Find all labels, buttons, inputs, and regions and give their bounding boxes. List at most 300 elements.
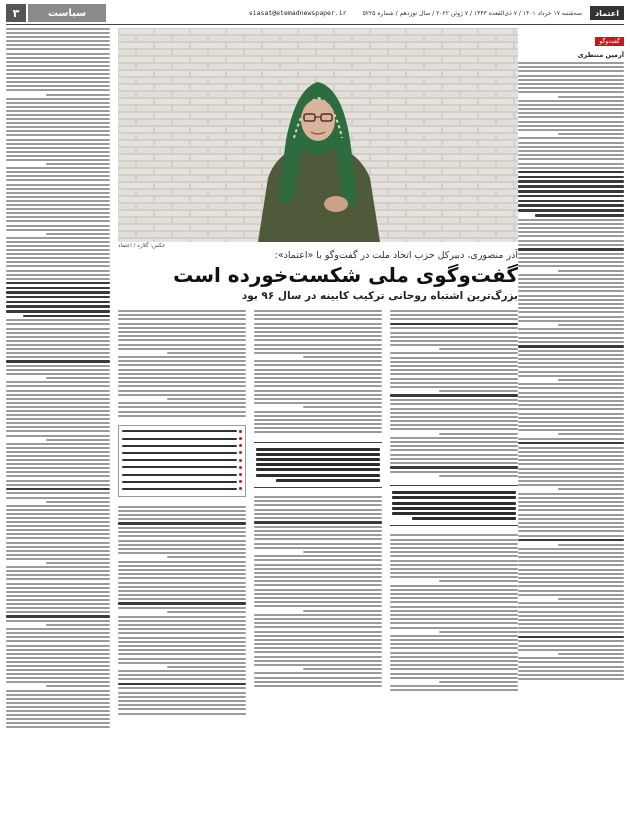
text-line xyxy=(118,335,246,337)
text-line xyxy=(254,402,382,404)
text-line xyxy=(6,550,110,552)
text-line xyxy=(254,318,382,320)
text-line xyxy=(254,509,382,511)
text-line xyxy=(518,91,624,93)
text-line xyxy=(6,225,110,227)
text-line xyxy=(254,572,382,574)
text-line xyxy=(118,645,246,647)
bullet-icon xyxy=(239,487,242,490)
left-body-text xyxy=(6,28,110,728)
text-line xyxy=(167,398,246,400)
text-line xyxy=(46,377,110,379)
text-line xyxy=(6,677,110,679)
text-line xyxy=(254,555,382,557)
text-line xyxy=(254,385,382,387)
text-line xyxy=(303,610,382,612)
text-line xyxy=(6,159,110,161)
text-line xyxy=(390,314,518,316)
text-line xyxy=(118,377,246,379)
text-line xyxy=(390,576,518,578)
text-line xyxy=(6,53,110,55)
text-line xyxy=(254,335,382,337)
text-line xyxy=(518,350,624,352)
text-line xyxy=(518,455,624,457)
text-line xyxy=(518,636,624,639)
text-line xyxy=(518,560,624,562)
text-line xyxy=(390,399,518,401)
text-line xyxy=(518,286,624,288)
text-line xyxy=(518,619,624,621)
text-line xyxy=(518,640,624,642)
text-line xyxy=(254,656,382,658)
body-column-1 xyxy=(118,310,246,814)
text-line xyxy=(6,657,110,659)
text-line xyxy=(118,339,246,341)
bullet-icon xyxy=(239,473,242,476)
text-line xyxy=(6,143,110,145)
text-line xyxy=(118,662,246,664)
text-line xyxy=(518,472,624,474)
text-line xyxy=(518,413,624,415)
text-line xyxy=(254,344,382,346)
text-line xyxy=(558,598,624,600)
issue-date: سه‌شنبه ۱۷ خرداد ۱۴۰۱ / ۷ ذی‌القعده ۱۴۴۳ / ۷ ژوئن ۲۰۲۲ / سال نوزدهم / شماره ۵۲۲۵ xyxy=(362,9,582,17)
text-line xyxy=(390,416,518,418)
text-line xyxy=(390,597,518,599)
text-line xyxy=(390,627,518,629)
text-line xyxy=(518,666,624,668)
text-line xyxy=(118,518,246,520)
text-line xyxy=(6,475,110,477)
question-line xyxy=(6,301,110,304)
text-line xyxy=(6,426,110,428)
text-line xyxy=(6,61,110,63)
text-line xyxy=(118,594,246,596)
text-line xyxy=(118,318,246,320)
text-line xyxy=(390,386,518,388)
text-line xyxy=(6,578,110,580)
text-line xyxy=(254,517,382,519)
text-line xyxy=(390,466,518,469)
text-line xyxy=(6,537,110,539)
text-line xyxy=(6,344,110,346)
text-line xyxy=(118,381,246,383)
text-line xyxy=(254,601,382,603)
text-line xyxy=(6,134,110,136)
text-line xyxy=(118,637,246,639)
text-line xyxy=(390,437,518,439)
text-line xyxy=(390,365,518,367)
text-line xyxy=(118,548,246,550)
text-line xyxy=(6,681,110,683)
text-line xyxy=(518,219,624,221)
text-line xyxy=(6,702,110,704)
text-line xyxy=(518,66,624,68)
text-line xyxy=(390,382,518,384)
text-line xyxy=(254,369,382,371)
text-line xyxy=(518,387,624,389)
text-line xyxy=(167,556,246,558)
text-line xyxy=(6,645,110,647)
text-line xyxy=(518,657,624,659)
text-line xyxy=(518,514,624,516)
text-line xyxy=(6,492,110,494)
text-line xyxy=(6,32,110,34)
text-line xyxy=(6,583,110,585)
text-line xyxy=(6,336,110,338)
text-line xyxy=(6,451,110,453)
text-line xyxy=(390,462,518,464)
text-line xyxy=(118,510,246,512)
text-line xyxy=(518,108,624,110)
text-line xyxy=(518,282,624,284)
text-line xyxy=(6,114,110,116)
text-line xyxy=(390,318,518,320)
sidebar-tag: گفت‌وگو xyxy=(595,37,624,46)
text-line xyxy=(390,332,518,334)
question-line xyxy=(535,214,624,217)
text-line xyxy=(303,551,382,553)
text-line xyxy=(254,419,382,421)
text-line xyxy=(6,710,110,712)
text-line xyxy=(6,632,110,634)
text-line xyxy=(518,645,624,647)
text-line xyxy=(6,636,110,638)
text-line xyxy=(6,28,110,30)
text-line xyxy=(254,685,382,687)
text-line xyxy=(6,69,110,71)
text-line xyxy=(254,664,382,666)
text-line xyxy=(6,328,110,330)
text-line xyxy=(254,390,382,392)
text-line xyxy=(118,540,246,542)
text-line xyxy=(6,698,110,700)
text-line xyxy=(390,394,518,397)
text-line xyxy=(518,320,624,322)
text-line xyxy=(518,150,624,152)
text-line xyxy=(6,599,110,601)
text-line xyxy=(518,375,624,377)
text-line xyxy=(6,603,110,605)
text-line xyxy=(118,653,246,655)
text-line xyxy=(118,415,246,417)
text-line xyxy=(6,77,110,79)
text-line xyxy=(6,179,110,181)
header-divider xyxy=(6,24,624,25)
text-line xyxy=(118,327,246,329)
text-line xyxy=(6,171,110,173)
text-line xyxy=(6,48,110,50)
text-line xyxy=(6,406,110,408)
text-line xyxy=(6,566,110,568)
interview-photo xyxy=(118,28,518,242)
question-line xyxy=(6,287,110,290)
text-line xyxy=(390,344,518,346)
text-line xyxy=(6,200,110,202)
text-line xyxy=(254,643,382,645)
text-line xyxy=(6,40,110,42)
text-line xyxy=(6,649,110,651)
text-line xyxy=(6,394,110,396)
text-line xyxy=(518,70,624,72)
text-line xyxy=(390,585,518,587)
text-line xyxy=(518,278,624,280)
text-line xyxy=(6,615,110,618)
text-line xyxy=(6,98,110,100)
text-line xyxy=(118,561,246,563)
text-line xyxy=(390,560,518,562)
text-line xyxy=(518,125,624,127)
text-line xyxy=(46,233,110,235)
text-line xyxy=(390,664,518,666)
text-line xyxy=(118,331,246,333)
text-line xyxy=(518,328,624,330)
text-line xyxy=(558,133,624,135)
text-line xyxy=(6,381,110,383)
text-line xyxy=(390,593,518,595)
text-line xyxy=(118,577,246,579)
text-line xyxy=(6,274,110,276)
text-line xyxy=(254,534,382,536)
text-line xyxy=(118,535,246,537)
text-line xyxy=(390,424,518,426)
text-line xyxy=(6,694,110,696)
text-line xyxy=(118,390,246,392)
bullet-item xyxy=(122,480,242,483)
text-line xyxy=(6,249,110,251)
contact-email[interactable]: siasat@etemadnewspaper.ir xyxy=(248,9,347,17)
text-line xyxy=(118,514,246,516)
text-line xyxy=(167,666,246,668)
text-line xyxy=(254,423,382,425)
text-line xyxy=(439,348,518,350)
text-line xyxy=(118,344,246,346)
newspaper-logo: اعتماد xyxy=(590,6,624,20)
text-line xyxy=(118,658,246,660)
text-line xyxy=(518,121,624,123)
text-line xyxy=(118,696,246,698)
text-line xyxy=(46,562,110,564)
text-line xyxy=(254,605,382,607)
text-line xyxy=(254,593,382,595)
text-line xyxy=(6,151,110,153)
text-line xyxy=(6,533,110,535)
text-line xyxy=(118,569,246,571)
text-line xyxy=(518,112,624,114)
text-line xyxy=(518,116,624,118)
text-line xyxy=(518,345,624,348)
text-line xyxy=(518,383,624,385)
text-line xyxy=(518,438,624,440)
text-line xyxy=(6,422,110,424)
text-line xyxy=(118,632,246,634)
text-line xyxy=(118,373,246,375)
text-line xyxy=(518,366,624,368)
text-line xyxy=(6,414,110,416)
text-line xyxy=(6,73,110,75)
bullet-item xyxy=(122,487,242,490)
text-line xyxy=(518,104,624,106)
text-line xyxy=(390,643,518,645)
text-line xyxy=(518,129,624,131)
text-line xyxy=(390,551,518,553)
text-line xyxy=(6,513,110,515)
text-line xyxy=(518,602,624,604)
text-line xyxy=(254,651,382,653)
text-line xyxy=(6,139,110,141)
text-line xyxy=(118,616,246,618)
author-name: آرمین منتظری xyxy=(577,51,624,59)
question-line xyxy=(518,180,624,183)
text-line xyxy=(518,476,624,478)
bullet-item xyxy=(122,444,242,447)
text-line xyxy=(518,79,624,81)
text-line xyxy=(518,577,624,579)
text-line xyxy=(6,122,110,124)
text-line xyxy=(6,89,110,91)
text-line xyxy=(118,310,246,312)
text-line xyxy=(303,668,382,670)
bullet-icon xyxy=(239,459,242,462)
text-line xyxy=(518,362,624,364)
text-line xyxy=(118,700,246,702)
text-line xyxy=(254,681,382,683)
text-line xyxy=(46,624,110,626)
text-line xyxy=(167,611,246,613)
text-line xyxy=(46,94,110,96)
text-line xyxy=(6,463,110,465)
text-line xyxy=(254,580,382,582)
text-line xyxy=(390,352,518,354)
text-line xyxy=(518,295,624,297)
text-line xyxy=(46,163,110,165)
text-line xyxy=(118,692,246,694)
question-line xyxy=(518,190,624,193)
text-line xyxy=(118,602,246,605)
text-line xyxy=(518,408,624,410)
text-line xyxy=(390,660,518,662)
text-line xyxy=(118,565,246,567)
text-line xyxy=(254,618,382,620)
text-line xyxy=(518,556,624,558)
masthead xyxy=(6,4,624,22)
text-line xyxy=(6,653,110,655)
text-line xyxy=(118,670,246,672)
text-line xyxy=(6,81,110,83)
text-line xyxy=(390,668,518,670)
text-line xyxy=(518,332,624,334)
text-line xyxy=(518,62,624,64)
pull-quote xyxy=(254,442,382,488)
text-line xyxy=(254,543,382,545)
bullet-item xyxy=(122,437,242,440)
text-line xyxy=(518,248,624,251)
text-line xyxy=(390,310,518,312)
text-line xyxy=(118,607,246,609)
question-line xyxy=(6,310,110,313)
section-label: سیاست xyxy=(28,4,106,22)
text-line xyxy=(6,488,110,491)
text-line xyxy=(6,484,110,486)
text-line xyxy=(390,420,518,422)
text-line xyxy=(6,430,110,432)
text-line xyxy=(518,627,624,629)
bullet-item xyxy=(122,459,242,462)
text-line xyxy=(118,683,246,686)
question-line xyxy=(518,176,624,179)
text-line xyxy=(439,390,518,392)
text-line xyxy=(390,555,518,557)
text-line xyxy=(518,154,624,156)
text-line xyxy=(254,360,382,362)
text-line xyxy=(118,641,246,643)
text-line xyxy=(254,677,382,679)
text-line xyxy=(254,635,382,637)
text-line xyxy=(390,539,518,541)
text-line xyxy=(254,660,382,662)
text-line xyxy=(518,615,624,617)
text-line xyxy=(518,87,624,89)
text-line xyxy=(518,421,624,423)
text-line xyxy=(254,568,382,570)
text-line xyxy=(558,324,624,326)
text-line xyxy=(254,431,382,433)
text-line xyxy=(390,547,518,549)
text-line xyxy=(6,188,110,190)
text-line xyxy=(6,253,110,255)
text-line xyxy=(518,227,624,229)
text-line xyxy=(6,229,110,231)
text-line xyxy=(254,348,382,350)
text-line xyxy=(518,316,624,318)
text-line xyxy=(518,274,624,276)
article-kicker: آذر منصوری، دبیرکل حزب اتحاد ملت در گفت‌وگو با «اعتماد»: xyxy=(274,250,518,261)
text-line xyxy=(6,435,110,437)
text-line xyxy=(390,647,518,649)
text-line xyxy=(118,590,246,592)
text-line xyxy=(518,354,624,356)
text-line xyxy=(558,488,624,490)
text-line xyxy=(118,323,246,325)
text-line xyxy=(558,433,624,435)
bullet-icon xyxy=(239,451,242,454)
text-line xyxy=(6,261,110,263)
text-line xyxy=(518,509,624,511)
text-line xyxy=(518,463,624,465)
text-line xyxy=(254,364,382,366)
text-line xyxy=(6,356,110,358)
text-line xyxy=(6,340,110,342)
text-line xyxy=(6,611,110,613)
text-line xyxy=(6,184,110,186)
text-line xyxy=(518,606,624,608)
text-line xyxy=(118,356,246,358)
text-line xyxy=(6,102,110,104)
text-line xyxy=(518,417,624,419)
text-line xyxy=(518,83,624,85)
text-line xyxy=(518,392,624,394)
text-line xyxy=(118,628,246,630)
text-line xyxy=(254,614,382,616)
text-line xyxy=(254,373,382,375)
text-line xyxy=(118,544,246,546)
text-line xyxy=(518,623,624,625)
text-line xyxy=(118,406,246,408)
text-line xyxy=(518,581,624,583)
text-line xyxy=(6,57,110,59)
text-line xyxy=(6,348,110,350)
bullet-item xyxy=(122,451,242,454)
